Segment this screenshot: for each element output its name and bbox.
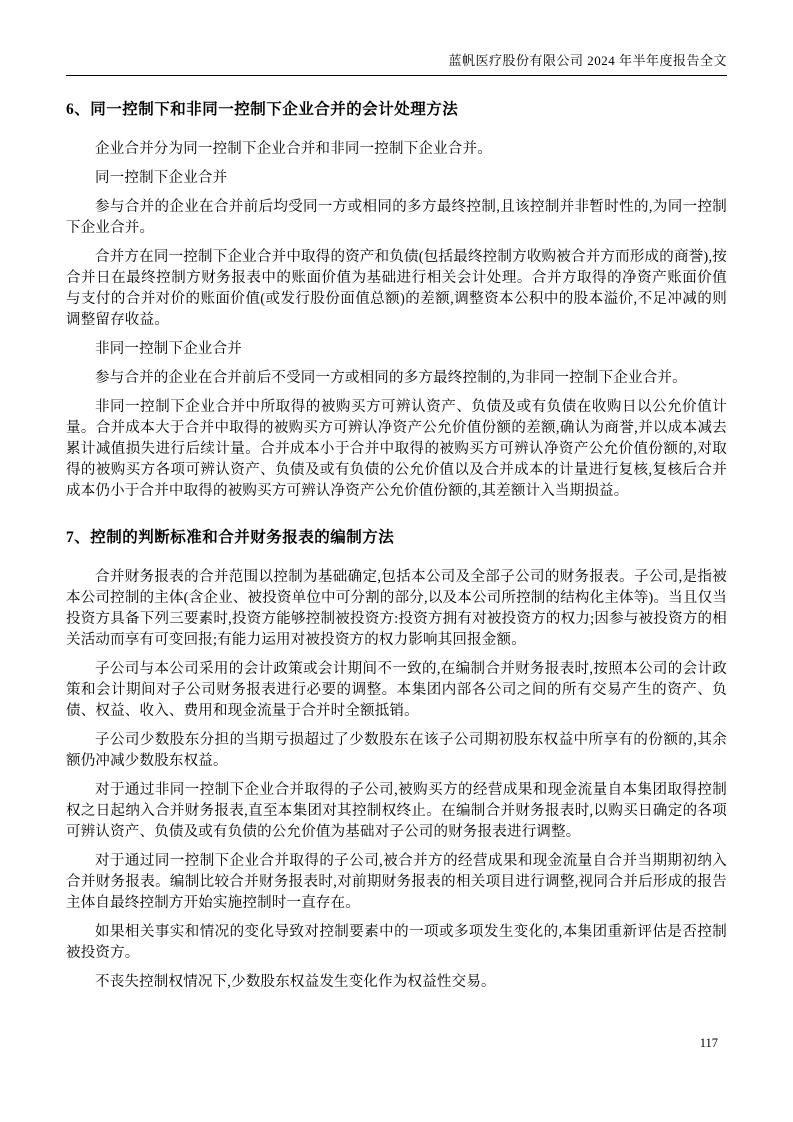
paragraph: 子公司少数股东分担的当期亏损超过了少数股东在该子公司期初股东权益中所享有的份额的,其余额仍冲减少数股东权益。 [66, 732, 727, 769]
paragraph: 子公司与本公司采用的会计政策或会计期间不一致的,在编制合并财务报表时,按照本公司的会计政策和会计期间对子公司财务报表进行必要的调整。本集团内部各公司之间的所有交易产生的资产、负债、权益、收入、费用和现金流量于合并时全额抵销。 [66, 661, 727, 719]
page-number: 117 [699, 1036, 718, 1050]
paragraph: 合并方在同一控制下企业合并中取得的资产和负债(包括最终控制方收购被合并方而形成的商誉),按合并日在最终控制方财务报表中的账面价值为基础进行相关会计处理。合并方取得的净资产账面价值与支付的合并对价的账面价值(或发行股份面值总额)的差额,调整资本公积中的股本溢价,不足冲减的则调整留存收益。 [66, 249, 727, 328]
header-title: 蓝帆医疗股份有限公司 2024 年半年度报告全文 [448, 53, 727, 68]
section-7-heading: 7、控制的判断标准和合并财务报表的编制方法 [66, 529, 395, 546]
paragraph: 同一控制下企业合并 [95, 170, 228, 186]
paragraph: 对于通过同一控制下企业合并取得的子公司,被合并方的经营成果和现金流量自合并当期期初纳入合并财务报表。编制比较合并财务报表时,对前期财务报表的相关项目进行调整,视同合并后形成的报告主体自最终控制方开始实施控制时一直存在。 [66, 853, 727, 911]
paragraph: 参与合并的企业在合并前后不受同一方或相同的多方最终控制的,为非同一控制下企业合并。 [95, 370, 687, 386]
paragraph: 非同一控制下企业合并 [95, 341, 242, 357]
paragraph: 对于通过非同一控制下企业合并取得的子公司,被购买方的经营成果和现金流量自本集团取得控制权之日起纳入合并财务报表,直至本集团对其控制权终止。在编制合并财务报表时,以购买日确定的各项可辨认资产、负债及或有负债的公允价值为基础对子公司的财务报表进行调整。 [66, 782, 727, 840]
paragraph: 非同一控制下企业合并中所取得的被购买方可辨认资产、负债及或有负债在收购日以公允价值计量。合并成本大于合并中取得的被购买方可辨认净资产公允价值份额的差额,确认为商誉,并以成本减去累计减值损失进行后续计量。合并成本小于合并中取得的被购买方可辨认净资产公允价值份额的,对取得的被购买方各项可辨认资产、负债及或有负债的公允价值以及合并成本的计量进行复核,复核后合并成本仍小于合并中取得的被购买方可辨认净资产公允价值份额的,其差额计入当期损益。 [66, 399, 727, 499]
section-6-heading: 6、同一控制下和非同一控制下企业合并的会计处理方法 [66, 101, 459, 118]
report-content [66, 74, 727, 1001]
report-header [66, 50, 727, 76]
paragraph: 如果相关事实和情况的变化导致对控制要素中的一项或多项发生变化的,本集团重新评估是否控制被投资方。 [66, 924, 727, 961]
paragraph: 不丧失控制权情况下,少数股东权益发生变化作为权益性交易。 [95, 974, 496, 990]
paragraph: 合并财务报表的合并范围以控制为基础确定,包括本公司及全部子公司的财务报表。子公司,是指被本公司控制的主体(含企业、被投资单位中可分割的部分,以及本公司所控制的结构化主体等)。当且仅当投资方具备下列三要素时,投资方能够控制被投资方:投资方拥有对被投资方的权力;因参与被投资方的相关活动而享有可变回报;有能力运用对被投资方的权力影响其回报金额。 [66, 569, 727, 648]
paragraph: 参与合并的企业在合并前后均受同一方或相同的多方最终控制,且该控制并非暂时性的,为同一控制下企业合并。 [66, 199, 727, 236]
paragraph: 企业合并分为同一控制下企业合并和非同一控制下企业合并。 [95, 141, 492, 157]
